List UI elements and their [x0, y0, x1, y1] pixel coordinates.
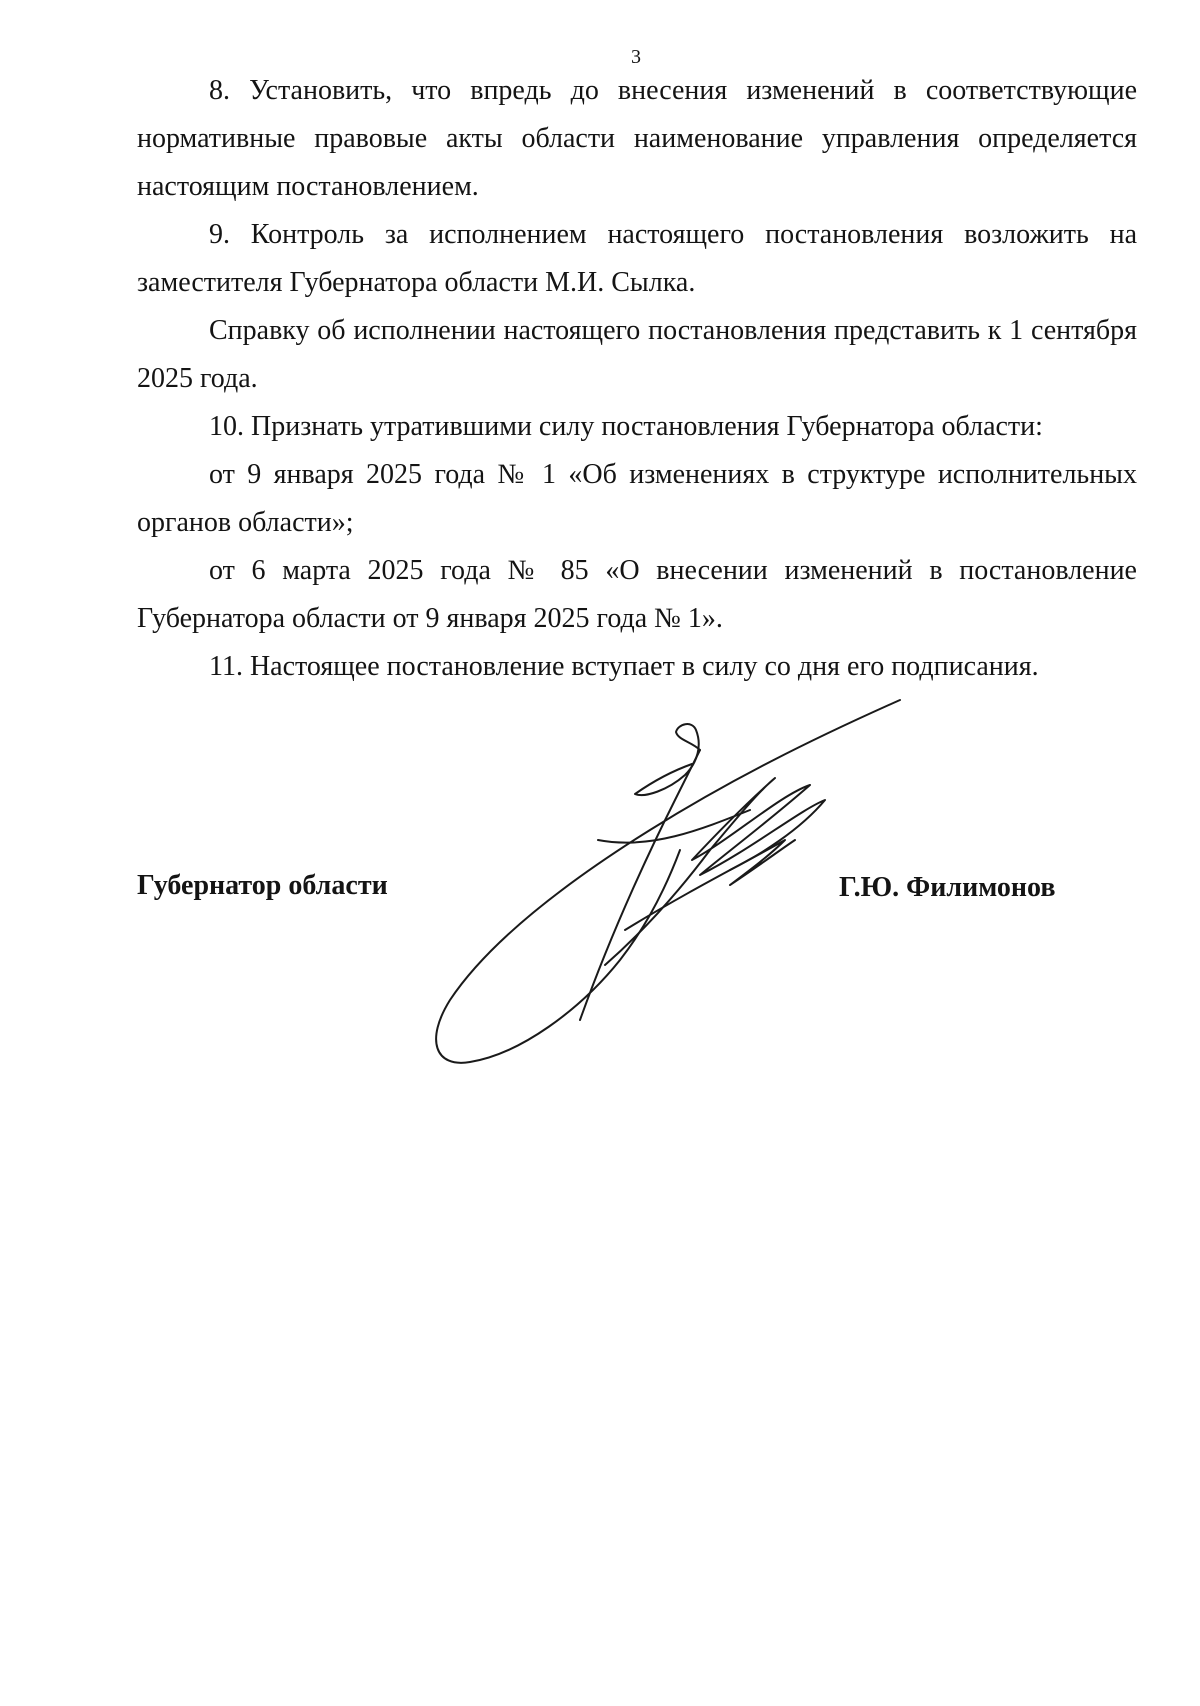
paragraph-report: Справку об исполнении настоящего постановления представить к 1 сентября 2025 года. [137, 315, 1137, 394]
signatory-name: Г.Ю. Филимонов [839, 872, 1056, 903]
paragraph-9: 9. Контроль за исполнением настоящего постановления возложить на заместителя Губернатора области М.И. Сылка. [137, 219, 1137, 298]
signatory-title: Губернатор области [137, 870, 388, 901]
document-body [137, 67, 1137, 691]
paragraph-10: 10. Признать утратившими силу постановления Губернатора области: [209, 411, 1043, 442]
paragraph-10-item-2: от 6 марта 2025 года № 85 «О внесении изменений в постановление Губернатора области от 9 января 2025 года № 1». [137, 555, 1137, 634]
paragraph-11: 11. Настоящее постановление вступает в силу со дня его подписания. [209, 651, 1039, 682]
paragraph-10-item-1: от 9 января 2025 года № 1 «Об изменениях в структуре исполнительных органов области»; [137, 459, 1137, 538]
page-number: 3 [631, 46, 641, 68]
paragraph-8: 8. Установить, что впредь до внесения изменений в соответствующие нормативные правовые акты области наименование управления определяется настоящим постановлением. [137, 75, 1137, 202]
signature-block [137, 870, 1137, 930]
